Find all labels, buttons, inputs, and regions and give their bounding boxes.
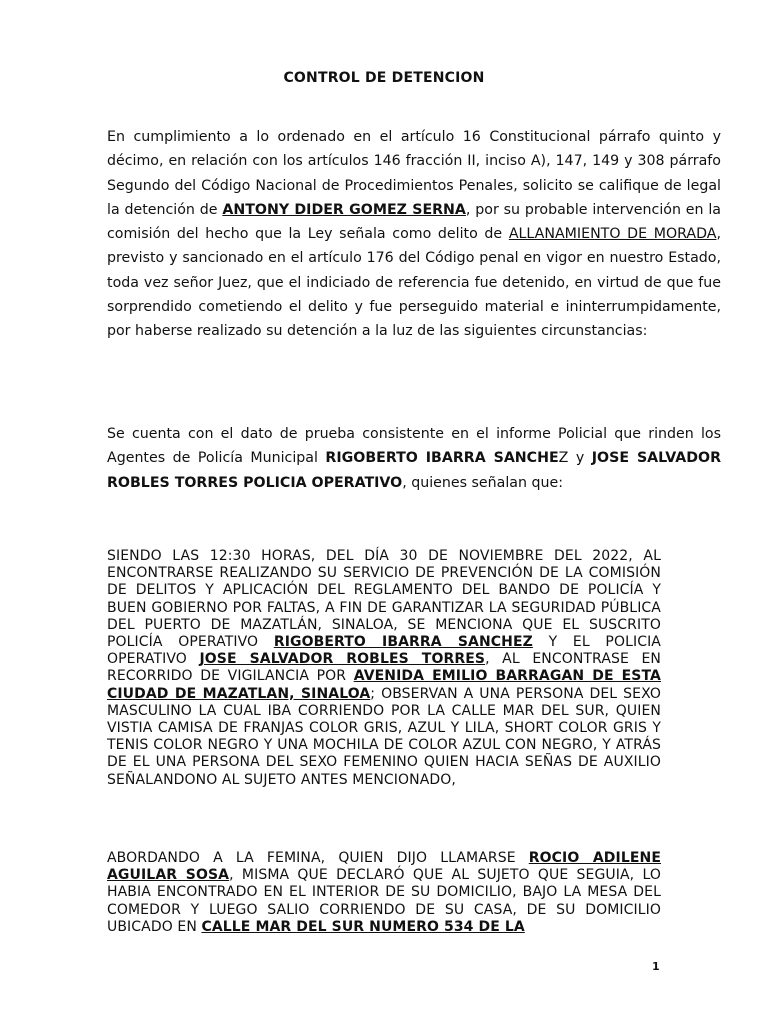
officer-name: RIGOBERTO IBARRA SANCHEZ — [273, 634, 533, 651]
police-report-paragraph — [107, 548, 661, 789]
report-text: ; OBSERVAN A UNA PERSONA DEL SEXO MASCULINO LA CUAL IBA CORRIENDO POR LA CALLE MAR DEL SUR, QUIEN VISTIA CAMISA DE FRANJAS COLOR GRIS, AZUL Y LILA, SHORT COLOR GRIS Y TENIS COLOR NEGRO Y UNA MOCHILA DE COLOR AZUL CON NEGRO, Y ATRÁS DE EL UNA PERSONA DEL SEXO FEMENINO QUIEN HACIA SEÑAS DE AUXILIO SEÑALANDONO AL SUJETO ANTES MENCIONADO, — [107, 685, 661, 788]
location-name: AVENIDA EMILIO BARRAGAN DE ESTA CIUDAD DE MAZATLAN, SINALOA — [107, 668, 661, 702]
paragraph-text: , por su probable intervención en la comisión del hecho que la Ley señala como delito de — [107, 201, 721, 243]
address-text: CALLE MAR DEL SUR NUMERO 534 DE LA — [201, 918, 525, 935]
paragraph-text: , quienes señalan que: — [402, 474, 563, 491]
paragraph-request — [107, 125, 721, 344]
victim-statement-paragraph — [107, 850, 661, 936]
officer-name: JOSE SALVADOR ROBLES TORRES — [199, 651, 486, 668]
crime-name: ALLANAMIENTO DE MORADA — [508, 226, 717, 243]
paragraph-text: Z y — [558, 450, 592, 467]
detainee-name: ANTONY DIDER GOMEZ SERNA — [222, 201, 466, 218]
agent-name: RIGOBERTO IBARRA SANCHE — [325, 450, 559, 467]
report-text: , MISMA QUE DECLARÓ QUE AL SUJETO QUE SEGUIA, LO HABIA ENCONTRADO EN EL INTERIOR DE SU DOMICILIO, BAJO LA MESA DEL COMEDOR Y LUEGO SALIO CORRIENDO DE SU CASA, DE SU DOMICILIO UBICADO EN — [107, 867, 661, 935]
paragraph-text: , previsto y sancionado en el artículo 176 del Código penal en vigor en nuestro Estado, toda vez señor Juez, que el indiciado de referencia fue detenido, en virtud de que fue sorprendido cometiendo el delito y fue perseguido material e ininterrumpidamente, por haberse realizado su detención a la luz de las siguientes circunstancias: — [107, 226, 721, 340]
agent-name: JOSE SALVADOR ROBLES TORRES POLICIA OPERATIVO — [107, 450, 721, 491]
document-title: CONTROL DE DETENCION — [283, 70, 485, 86]
paragraph-text: En cumplimiento a lo ordenado en el artículo 16 Constitucional párrafo quinto y décimo, en relación con los artículos 146 fracción II, inciso A), 147, 149 y 308 párrafo Segundo del Código Nacional de Procedimientos Penales, solicito se califique de legal la detención de — [107, 129, 721, 218]
page-number: 1 — [652, 960, 660, 973]
report-text: , AL ENCONTRASE EN RECORRIDO DE VIGILANCIA POR — [107, 651, 662, 685]
paragraph-text: Se cuenta con el dato de prueba consistente en el informe Policial que rinden los Agentes de Policía Municipal — [107, 426, 721, 467]
victim-name: ROCIO ADILENE AGUILAR SOSA — [107, 850, 661, 884]
report-text: ABORDANDO A LA FEMINA, QUIEN DIJO LLAMARSE — [107, 850, 529, 866]
report-text: Y EL POLICIA OPERATIVO — [107, 634, 661, 668]
paragraph-evidence — [107, 422, 721, 495]
report-text: SIENDO LAS 12:30 HORAS, DEL DÍA 30 DE NOVIEMBRE DEL 2022, AL ENCONTRARSE REALIZANDO SU SERVICIO DE PREVENCIÓN DE LA COMISIÓN DE DELITOS Y APLICACIÓN DEL REGLAMENTO DEL BANDO DE POLICÍA Y BUEN GOBIERNO POR FALTAS, A FIN DE GARANTIZAR LA SEGURIDAD PÚBLICA DEL PUERTO DE MAZATLÁN, SINALOA, SE MENCIONA QUE EL SUSCRITO POLICÍA OPERATIVO — [107, 548, 661, 651]
